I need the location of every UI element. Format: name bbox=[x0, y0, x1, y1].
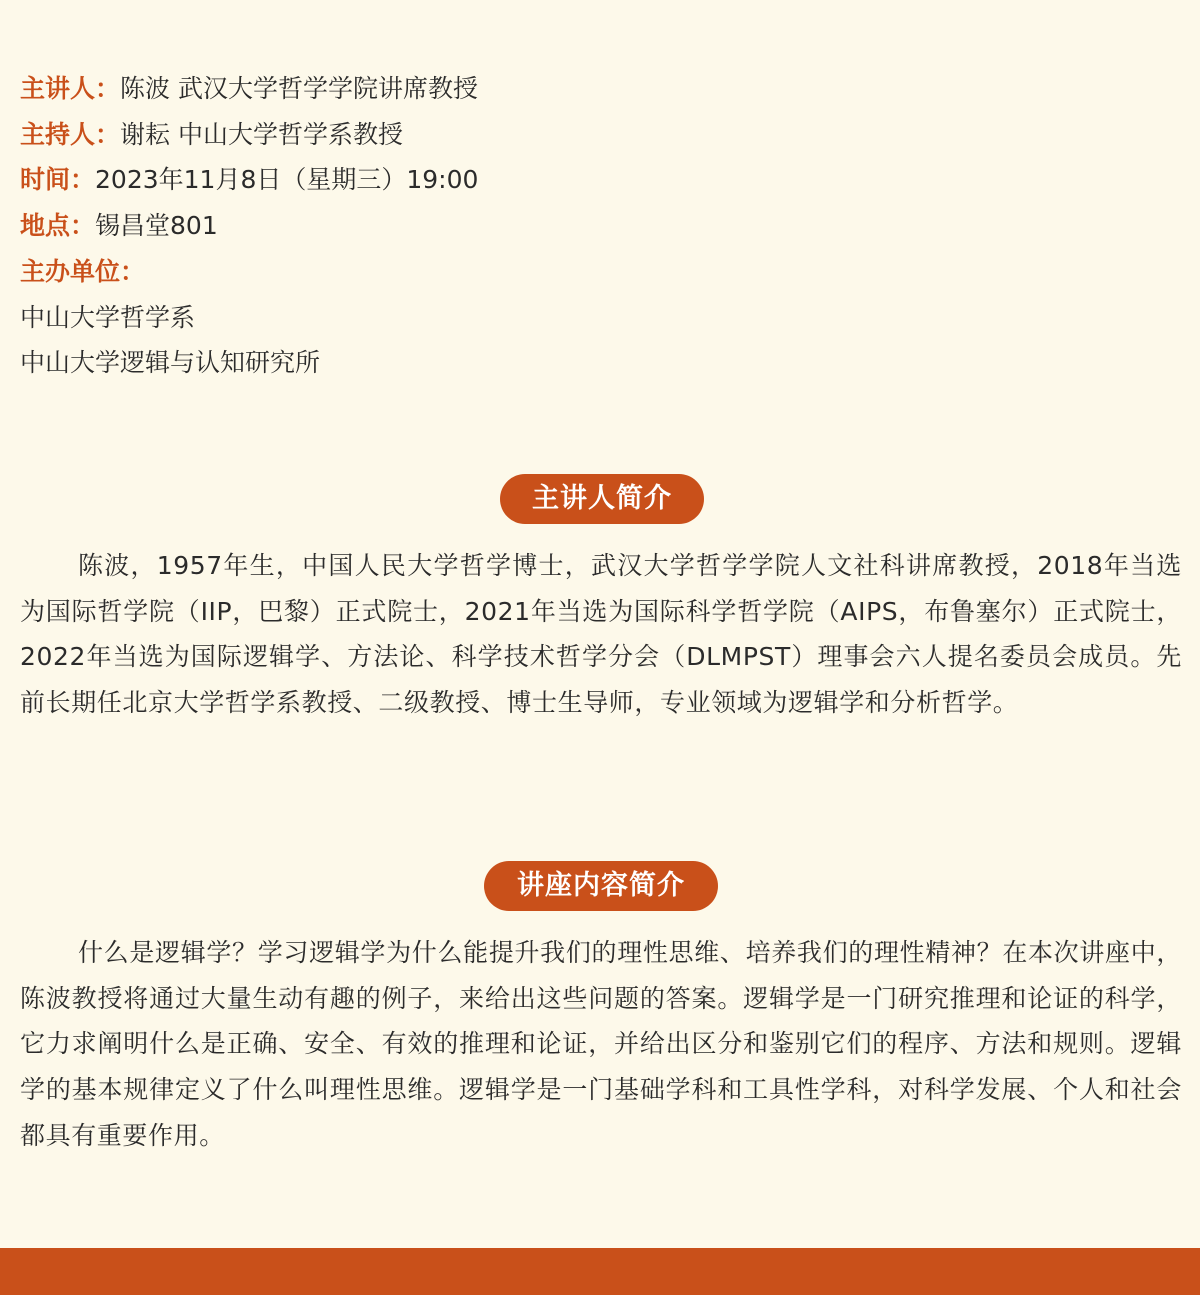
lecture-intro-badge: 讲座内容简介 bbox=[484, 861, 718, 911]
speaker-intro-paragraph: 陈波，1957年生，中国人民大学哲学博士，武汉大学哲学学院人文社科讲席教授，2018年当选为国际哲学院（IIP，巴黎）正式院士，2021年当选为国际科学哲学院（AIPS，布鲁塞尔）正式院士，2022年当选为国际逻辑学、方法论、科学技术哲学分会（DLMPST）理事会六人提名委员会成员。先前长期任北京大学哲学系教授、二级教授、博士生导师，专业领域为逻辑学和分析哲学。 bbox=[20, 551, 1182, 718]
speaker-row bbox=[20, 66, 478, 112]
speaker-value: 陈波 武汉大学哲学学院讲席教授 bbox=[120, 74, 478, 103]
organizer-item: 中山大学逻辑与认知研究所 bbox=[20, 348, 321, 378]
speaker-intro-badge: 主讲人简介 bbox=[500, 474, 704, 524]
time-value: 2023年11月8日（星期三）19:00 bbox=[95, 165, 479, 195]
organizer-label: 主办单位： bbox=[20, 256, 146, 286]
host-label: 主持人： bbox=[20, 119, 121, 149]
time-row bbox=[20, 157, 478, 203]
lecture-intro-paragraph: 什么是逻辑学？学习逻辑学为什么能提升我们的理性思维、培养我们的理性精神？在本次讲座中，陈波教授将通过大量生动有趣的例子，来给出这些问题的答案。逻辑学是一门研究推理和论证的科学，它力求阐明什么是正确、安全、有效的推理和论证，并给出区分和鉴别它们的程序、方法和规则。逻辑学的基本规律定义了什么叫理性思维。逻辑学是一门基础学科和工具性学科，对科学发展、个人和社会都具有重要作用。 bbox=[20, 938, 1182, 1150]
location-value: 锡昌堂801 bbox=[95, 211, 218, 241]
organizer-item: 中山大学哲学系 bbox=[20, 302, 196, 332]
location-label: 地点： bbox=[20, 211, 96, 241]
organizer-row bbox=[20, 249, 478, 295]
host-value: 谢耘 中山大学哲学系教授 bbox=[120, 119, 403, 149]
location-row bbox=[20, 203, 478, 249]
host-row bbox=[20, 112, 478, 158]
footer-bar bbox=[0, 1248, 1200, 1295]
speaker-label: 主讲人： bbox=[20, 74, 121, 103]
event-info bbox=[20, 66, 478, 386]
time-label: 时间： bbox=[20, 165, 96, 195]
